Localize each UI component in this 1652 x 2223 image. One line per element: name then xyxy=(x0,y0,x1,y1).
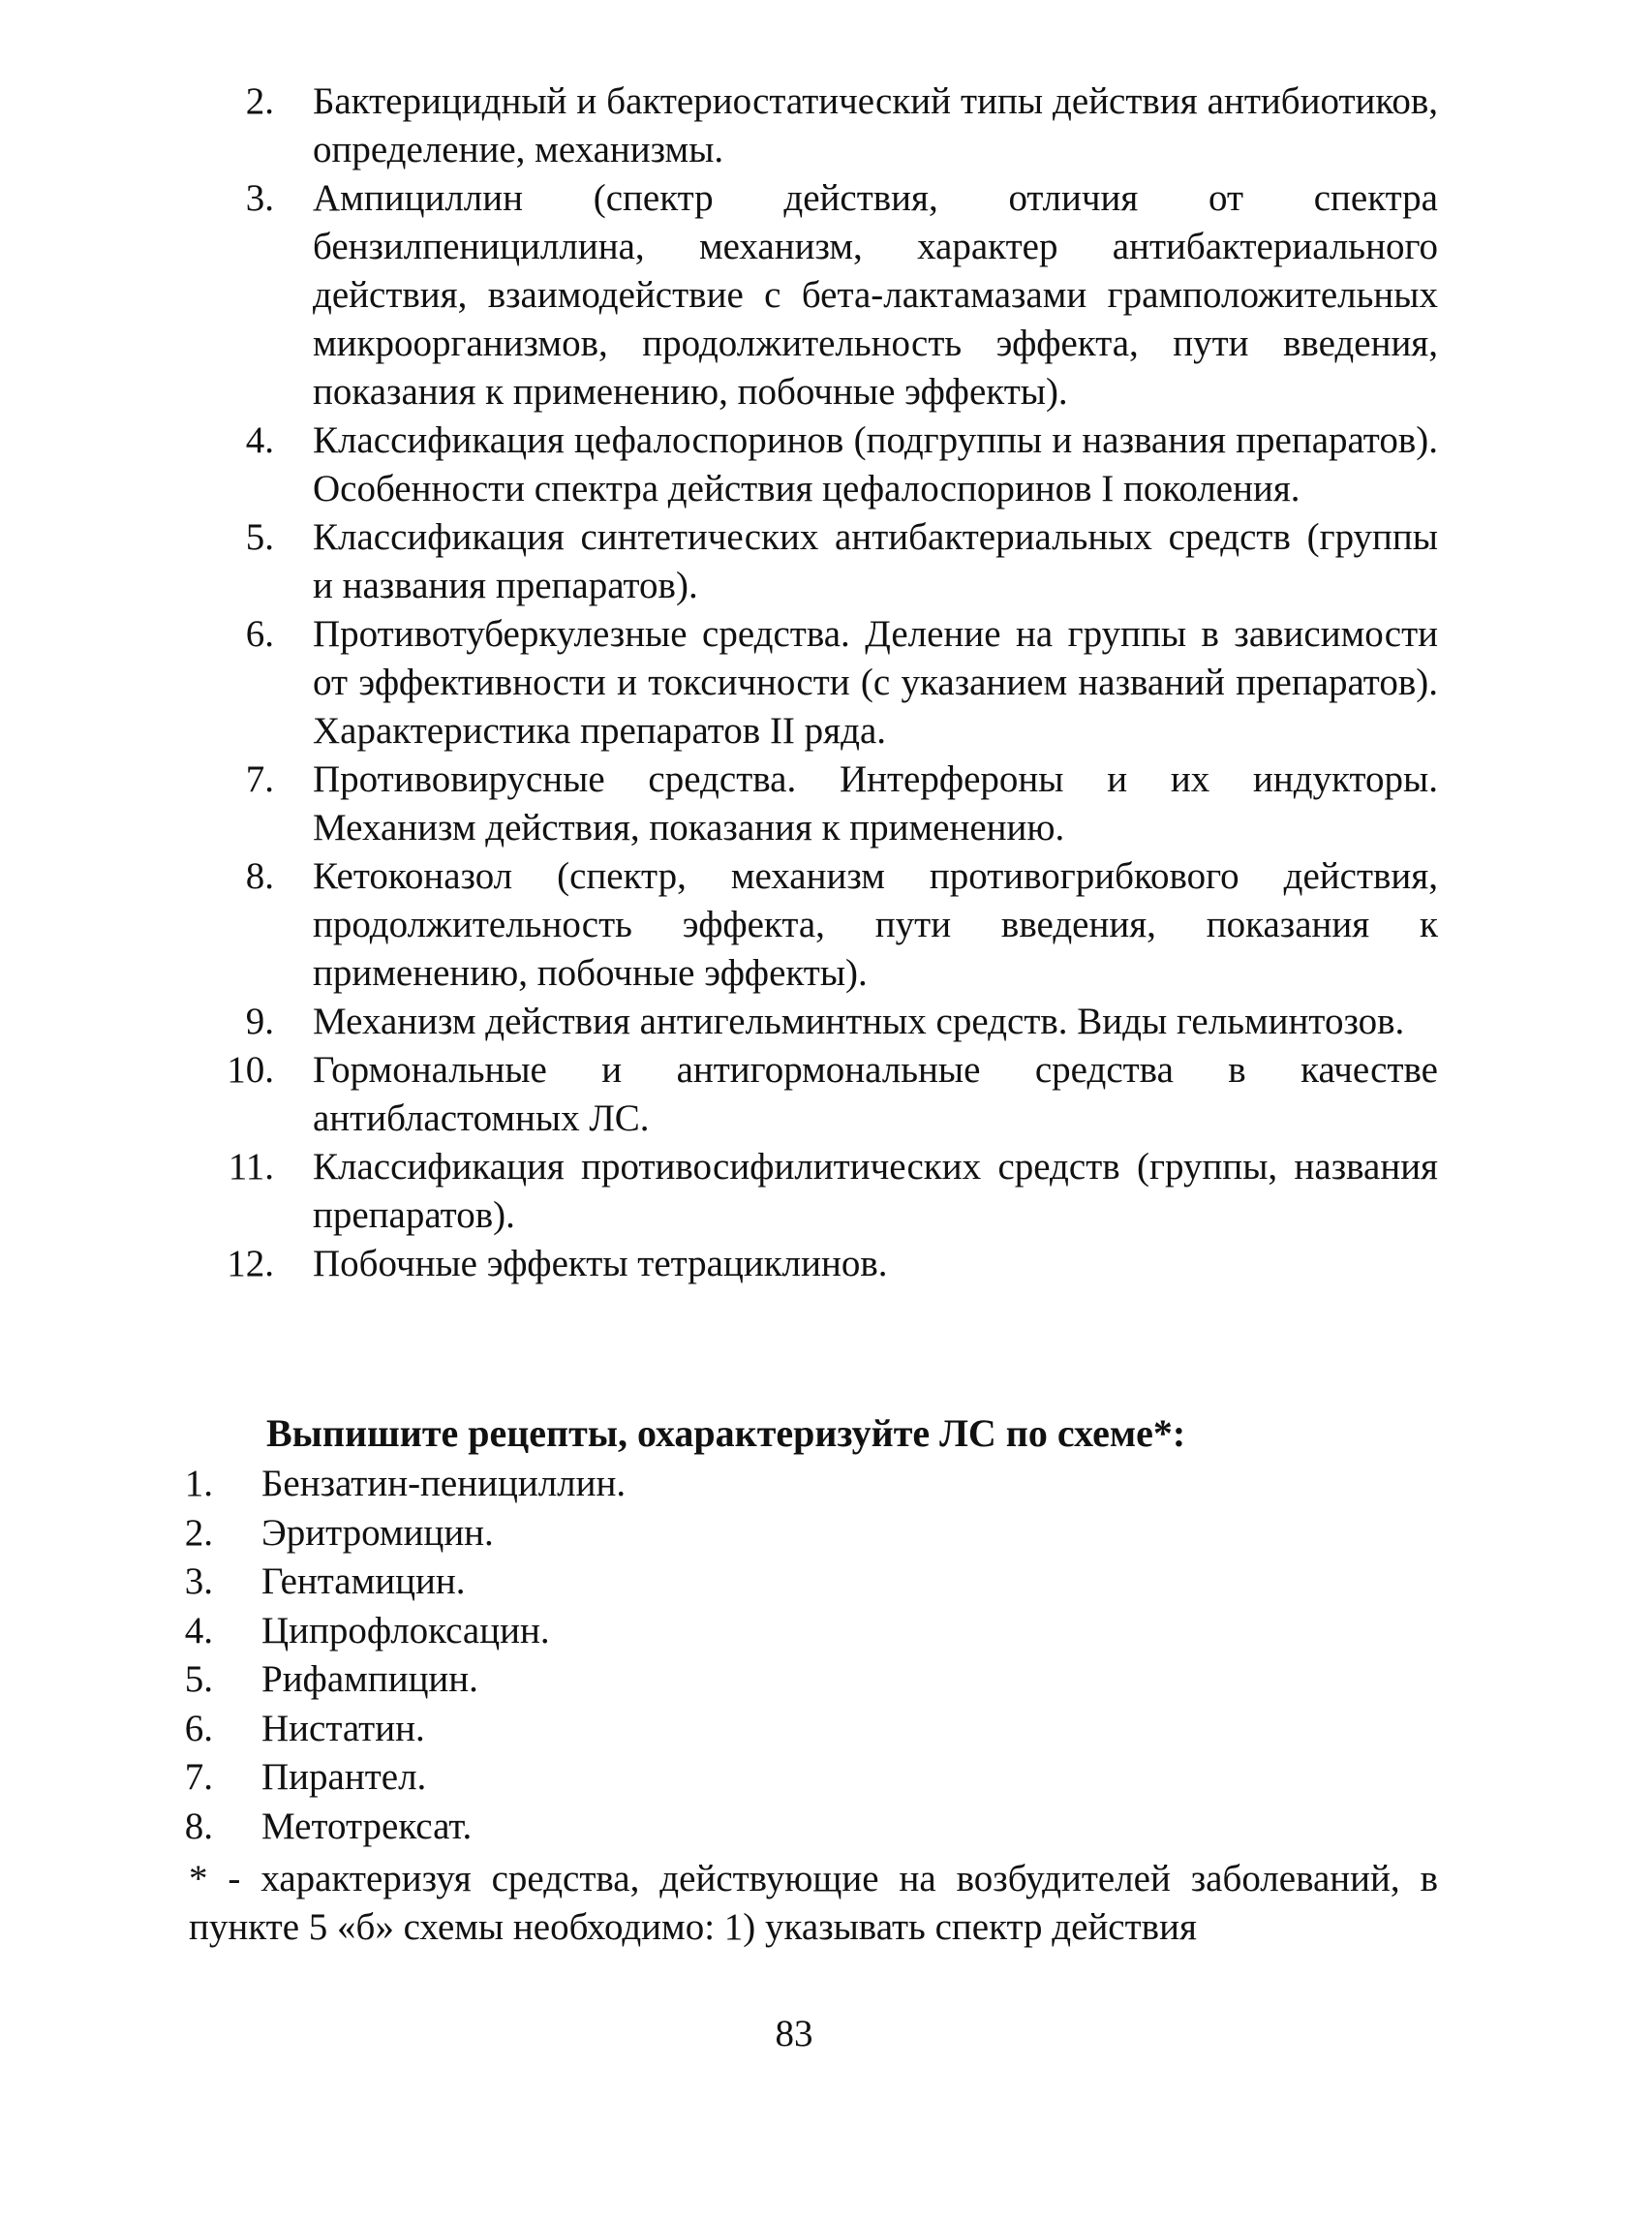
list-item xyxy=(189,174,1438,417)
item-text: Классификация синтетических антибактериальных средств (группы и названия препаратов). xyxy=(313,516,1438,606)
item-text: Классификация противосифилитических средств (группы, названия препаратов). xyxy=(313,1146,1438,1236)
item-number: 1. xyxy=(184,1463,213,1504)
item-number: 4. xyxy=(245,419,274,461)
item-text: Бактерицидный и бактериостатический типы действия антибиотиков, определение, механизмы. xyxy=(313,80,1438,170)
page-number: 83 xyxy=(775,2013,813,2054)
item-text: Рифампицин. xyxy=(261,1658,478,1700)
item-number: 6. xyxy=(245,613,274,655)
item-text: Механизм действия антигельминтных средств. Виды гельминтозов. xyxy=(313,1001,1405,1042)
item-text: Пирантел. xyxy=(261,1756,427,1798)
list-item xyxy=(145,1509,1114,1559)
list-item xyxy=(145,1460,1114,1509)
list-item xyxy=(145,1607,1114,1656)
item-number: 9. xyxy=(245,1001,274,1042)
item-number: 3. xyxy=(245,177,274,219)
item-number: 2. xyxy=(245,80,274,122)
item-number: 5. xyxy=(245,516,274,558)
item-text: Побочные эффекты тетрациклинов. xyxy=(313,1243,888,1284)
item-text: Нистатин. xyxy=(261,1707,425,1749)
list-item xyxy=(145,1753,1114,1803)
list-item xyxy=(145,1803,1114,1852)
item-number: 3. xyxy=(184,1560,213,1602)
item-text: Гентамицин. xyxy=(261,1560,466,1602)
item-number: 10. xyxy=(227,1049,274,1091)
item-text: Гормональные и антигормональные средства в качестве антибластомных ЛС. xyxy=(313,1049,1438,1139)
item-text: Ципрофлоксацин. xyxy=(261,1609,550,1652)
list-item xyxy=(189,77,1438,174)
list-item xyxy=(145,1558,1114,1607)
list-item xyxy=(145,1705,1114,1754)
item-number: 12. xyxy=(227,1243,274,1284)
item-number: 8. xyxy=(245,855,274,897)
item-number: 6. xyxy=(184,1707,213,1749)
list-item xyxy=(189,756,1438,852)
prescription-list xyxy=(145,1460,1114,1851)
item-text: Эритромицин. xyxy=(261,1511,494,1554)
item-text: Метотрексат. xyxy=(261,1805,473,1847)
item-number: 7. xyxy=(245,758,274,800)
list-item xyxy=(189,1240,1438,1288)
list-item xyxy=(189,610,1438,756)
list-item xyxy=(189,513,1438,610)
list-item xyxy=(189,1046,1438,1143)
item-number: 5. xyxy=(184,1658,213,1700)
item-number: 11. xyxy=(228,1146,274,1188)
list-item xyxy=(189,998,1438,1046)
item-number: 7. xyxy=(184,1756,213,1798)
prescriptions-heading: Выпишите рецепты, охарактеризуйте ЛС по схеме*: xyxy=(266,1411,1186,1455)
item-number: 2. xyxy=(184,1511,213,1554)
list-item xyxy=(189,417,1438,513)
footnote: * - характеризуя средства, действующие на возбудителей заболеваний, в пункте 5 «б» схемы необходимо: 1) указывать спектр действия xyxy=(189,1858,1438,1948)
item-text: Ампициллин (спектр действия, отличия от спектра бензилпенициллина, механизм, характер антибактериального действия, взаимодействие с бета-лактамазами грамположительных микроорганизмов, продолжительность эффекта, пути введения, показания к применению, побочные эффекты). xyxy=(313,177,1438,413)
list-item xyxy=(189,1143,1438,1240)
item-text: Кетоконазол (спектр, механизм противогрибкового действия, продолжительность эффекта, пути введения, показания к применению, побочные эффекты). xyxy=(313,855,1438,994)
item-text: Противовирусные средства. Интерфероны и их индукторы. Механизм действия, показания к применению. xyxy=(313,758,1438,849)
item-number: 4. xyxy=(184,1609,213,1652)
question-list xyxy=(189,77,1438,1288)
list-item xyxy=(145,1655,1114,1705)
list-item xyxy=(189,852,1438,998)
item-number: 8. xyxy=(184,1805,213,1847)
item-text: Классификация цефалоспоринов (подгруппы и названия препаратов). Особенности спектра действия цефалоспоринов I поколения. xyxy=(313,419,1438,509)
item-text: Противотуберкулезные средства. Деление на группы в зависимости от эффективности и токсичности (с указанием названий препаратов). Характеристика препаратов II ряда. xyxy=(313,613,1438,752)
item-text: Бензатин-пенициллин. xyxy=(261,1463,627,1504)
